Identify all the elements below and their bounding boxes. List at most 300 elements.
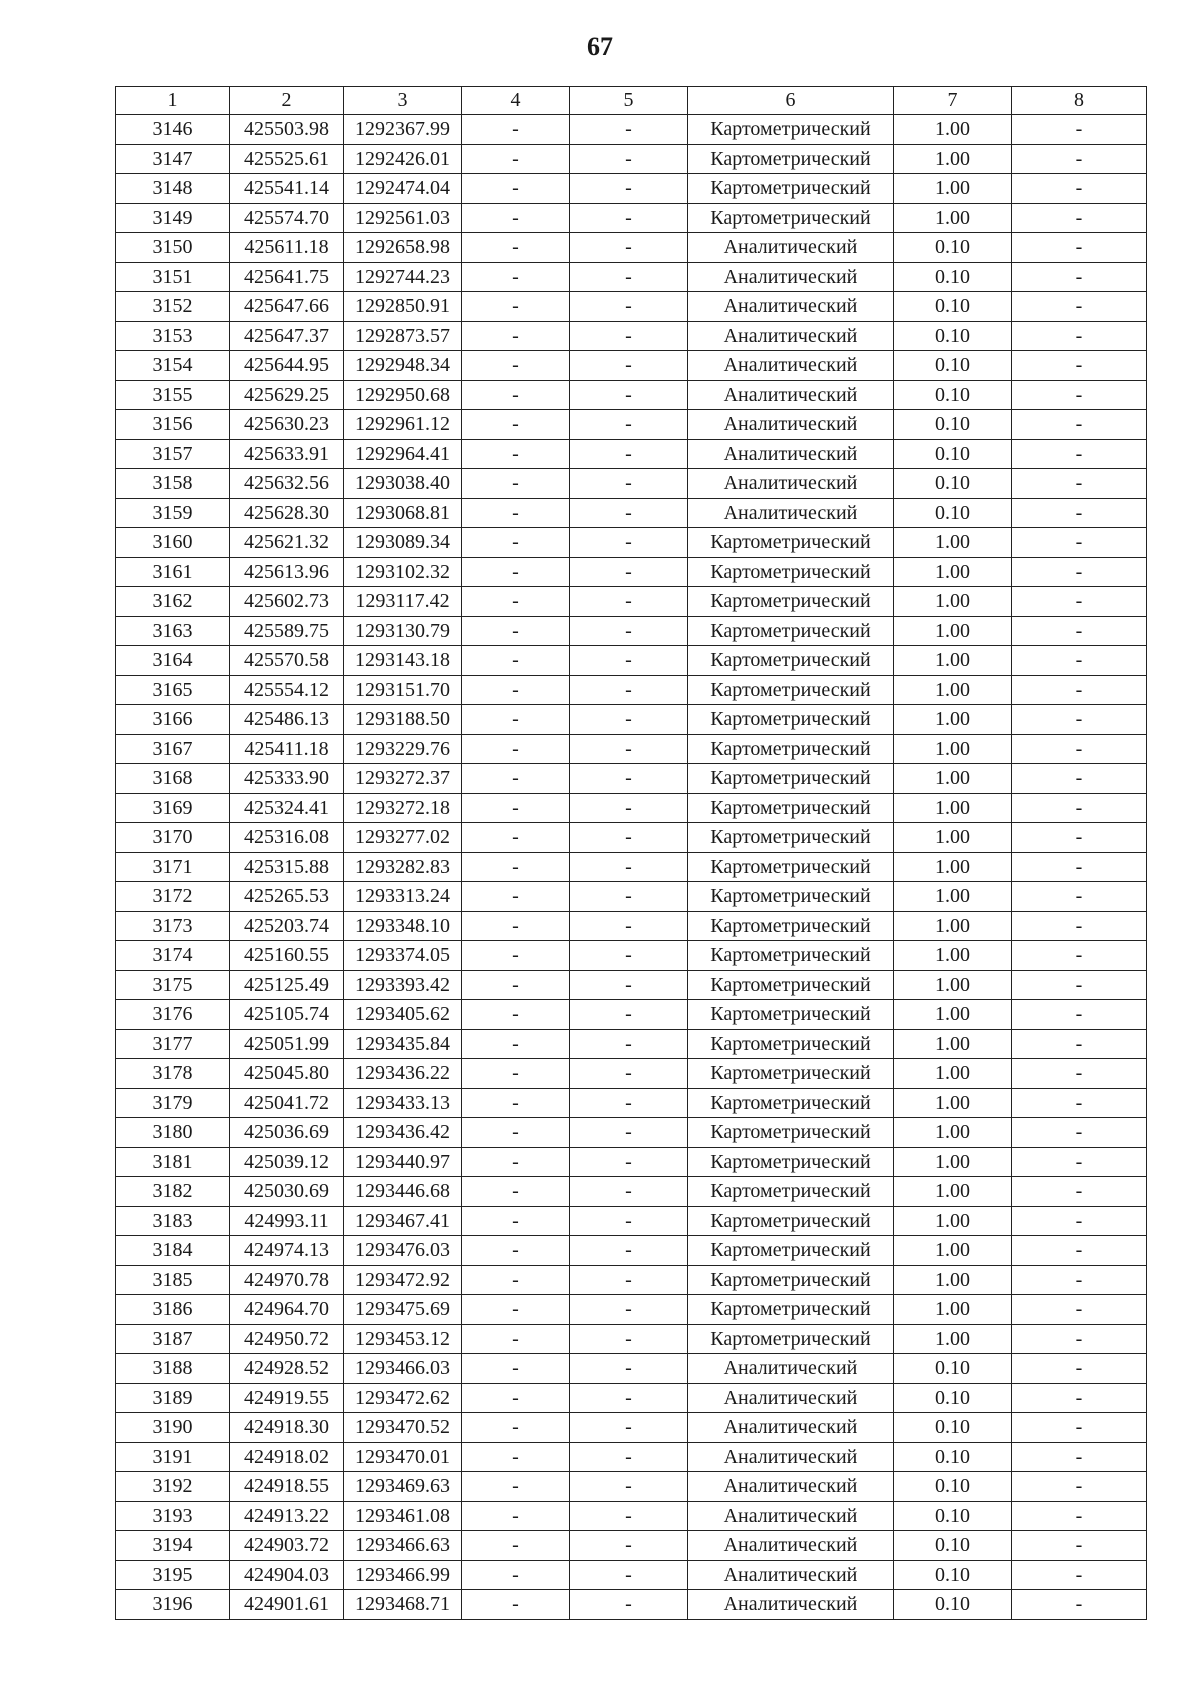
point-number-cell: 3172 (116, 882, 230, 912)
accuracy-cell: 1.00 (894, 1295, 1012, 1325)
method-cell: Картометрический (688, 1206, 894, 1236)
y-coordinate-cell: 1293467.41 (344, 1206, 462, 1236)
col5-cell: - (570, 882, 688, 912)
y-coordinate-cell: 1293405.62 (344, 1000, 462, 1030)
column-header: 8 (1012, 87, 1147, 115)
point-number-cell: 3173 (116, 911, 230, 941)
point-number-cell: 3157 (116, 439, 230, 469)
accuracy-cell: 0.10 (894, 1501, 1012, 1531)
col4-cell: - (462, 292, 570, 322)
method-cell: Картометрический (688, 1118, 894, 1148)
col4-cell: - (462, 1059, 570, 1089)
col4-cell: - (462, 351, 570, 381)
method-cell: Картометрический (688, 970, 894, 1000)
col5-cell: - (570, 262, 688, 292)
method-cell: Картометрический (688, 823, 894, 853)
table-row (116, 380, 1147, 410)
x-coordinate-cell: 425036.69 (230, 1118, 344, 1148)
y-coordinate-cell: 1292474.04 (344, 174, 462, 204)
column-header: 5 (570, 87, 688, 115)
col4-cell: - (462, 823, 570, 853)
col5-cell: - (570, 941, 688, 971)
table-row (116, 1531, 1147, 1561)
point-number-cell: 3159 (116, 498, 230, 528)
col8-cell: - (1012, 1000, 1147, 1030)
col4-cell: - (462, 1118, 570, 1148)
x-coordinate-cell: 424903.72 (230, 1531, 344, 1561)
table-row (116, 1413, 1147, 1443)
x-coordinate-cell: 425503.98 (230, 115, 344, 145)
col8-cell: - (1012, 1029, 1147, 1059)
table-row (116, 1560, 1147, 1590)
col5-cell: - (570, 1354, 688, 1384)
table-row (116, 203, 1147, 233)
method-cell: Картометрический (688, 616, 894, 646)
y-coordinate-cell: 1292873.57 (344, 321, 462, 351)
x-coordinate-cell: 425045.80 (230, 1059, 344, 1089)
col4-cell: - (462, 380, 570, 410)
y-coordinate-cell: 1293468.71 (344, 1590, 462, 1620)
point-number-cell: 3167 (116, 734, 230, 764)
y-coordinate-cell: 1293446.68 (344, 1177, 462, 1207)
col5-cell: - (570, 528, 688, 558)
header-row (116, 87, 1147, 115)
method-cell: Аналитический (688, 262, 894, 292)
col8-cell: - (1012, 528, 1147, 558)
point-number-cell: 3156 (116, 410, 230, 440)
method-cell: Картометрический (688, 174, 894, 204)
col4-cell: - (462, 1501, 570, 1531)
page-number: 67 (587, 32, 613, 61)
point-number-cell: 3190 (116, 1413, 230, 1443)
col5-cell: - (570, 1029, 688, 1059)
col5-cell: - (570, 793, 688, 823)
method-cell: Аналитический (688, 1560, 894, 1590)
table-row (116, 292, 1147, 322)
table-row (116, 174, 1147, 204)
y-coordinate-cell: 1292950.68 (344, 380, 462, 410)
accuracy-cell: 1.00 (894, 882, 1012, 912)
col5-cell: - (570, 1442, 688, 1472)
col5-cell: - (570, 1118, 688, 1148)
col8-cell: - (1012, 262, 1147, 292)
method-cell: Аналитический (688, 1383, 894, 1413)
accuracy-cell: 0.10 (894, 233, 1012, 263)
y-coordinate-cell: 1293130.79 (344, 616, 462, 646)
x-coordinate-cell: 424904.03 (230, 1560, 344, 1590)
col5-cell: - (570, 852, 688, 882)
point-number-cell: 3165 (116, 675, 230, 705)
x-coordinate-cell: 425611.18 (230, 233, 344, 263)
col5-cell: - (570, 439, 688, 469)
column-header: 7 (894, 87, 1012, 115)
col8-cell: - (1012, 1383, 1147, 1413)
col4-cell: - (462, 675, 570, 705)
col8-cell: - (1012, 1560, 1147, 1590)
method-cell: Аналитический (688, 380, 894, 410)
accuracy-cell: 1.00 (894, 911, 1012, 941)
point-number-cell: 3195 (116, 1560, 230, 1590)
accuracy-cell: 0.10 (894, 1442, 1012, 1472)
y-coordinate-cell: 1293476.03 (344, 1236, 462, 1266)
x-coordinate-cell: 425125.49 (230, 970, 344, 1000)
point-number-cell: 3182 (116, 1177, 230, 1207)
method-cell: Картометрический (688, 1177, 894, 1207)
x-coordinate-cell: 425030.69 (230, 1177, 344, 1207)
col4-cell: - (462, 1324, 570, 1354)
x-coordinate-cell: 425630.23 (230, 410, 344, 440)
point-number-cell: 3177 (116, 1029, 230, 1059)
point-number-cell: 3181 (116, 1147, 230, 1177)
col4-cell: - (462, 439, 570, 469)
method-cell: Картометрический (688, 1236, 894, 1266)
y-coordinate-cell: 1292964.41 (344, 439, 462, 469)
col4-cell: - (462, 911, 570, 941)
point-number-cell: 3183 (116, 1206, 230, 1236)
y-coordinate-cell: 1293472.92 (344, 1265, 462, 1295)
y-coordinate-cell: 1293188.50 (344, 705, 462, 735)
col8-cell: - (1012, 292, 1147, 322)
x-coordinate-cell: 424964.70 (230, 1295, 344, 1325)
accuracy-cell: 0.10 (894, 1354, 1012, 1384)
y-coordinate-cell: 1293469.63 (344, 1472, 462, 1502)
y-coordinate-cell: 1293143.18 (344, 646, 462, 676)
table-row (116, 144, 1147, 174)
x-coordinate-cell: 424918.30 (230, 1413, 344, 1443)
col4-cell: - (462, 174, 570, 204)
col4-cell: - (462, 1029, 570, 1059)
accuracy-cell: 1.00 (894, 675, 1012, 705)
method-cell: Аналитический (688, 1413, 894, 1443)
method-cell: Картометрический (688, 793, 894, 823)
column-header: 3 (344, 87, 462, 115)
col4-cell: - (462, 970, 570, 1000)
x-coordinate-cell: 425589.75 (230, 616, 344, 646)
column-header: 4 (462, 87, 570, 115)
table-row (116, 882, 1147, 912)
point-number-cell: 3161 (116, 557, 230, 587)
table-row (116, 528, 1147, 558)
method-cell: Аналитический (688, 1472, 894, 1502)
table-row (116, 1206, 1147, 1236)
point-number-cell: 3150 (116, 233, 230, 263)
method-cell: Картометрический (688, 1147, 894, 1177)
col4-cell: - (462, 764, 570, 794)
method-cell: Картометрический (688, 646, 894, 676)
point-number-cell: 3158 (116, 469, 230, 499)
method-cell: Картометрический (688, 882, 894, 912)
method-cell: Аналитический (688, 292, 894, 322)
col5-cell: - (570, 1295, 688, 1325)
col4-cell: - (462, 115, 570, 145)
accuracy-cell: 0.10 (894, 1590, 1012, 1620)
x-coordinate-cell: 425574.70 (230, 203, 344, 233)
x-coordinate-cell: 425621.32 (230, 528, 344, 558)
col8-cell: - (1012, 351, 1147, 381)
accuracy-cell: 1.00 (894, 587, 1012, 617)
method-cell: Картометрический (688, 764, 894, 794)
y-coordinate-cell: 1292367.99 (344, 115, 462, 145)
col5-cell: - (570, 675, 688, 705)
y-coordinate-cell: 1293470.52 (344, 1413, 462, 1443)
table-row (116, 557, 1147, 587)
col5-cell: - (570, 144, 688, 174)
accuracy-cell: 0.10 (894, 1413, 1012, 1443)
col5-cell: - (570, 174, 688, 204)
col4-cell: - (462, 1088, 570, 1118)
y-coordinate-cell: 1293436.42 (344, 1118, 462, 1148)
col5-cell: - (570, 321, 688, 351)
method-cell: Картометрический (688, 115, 894, 145)
x-coordinate-cell: 425160.55 (230, 941, 344, 971)
accuracy-cell: 0.10 (894, 439, 1012, 469)
col8-cell: - (1012, 115, 1147, 145)
col8-cell: - (1012, 439, 1147, 469)
y-coordinate-cell: 1292961.12 (344, 410, 462, 440)
table-row (116, 1501, 1147, 1531)
accuracy-cell: 1.00 (894, 174, 1012, 204)
y-coordinate-cell: 1293229.76 (344, 734, 462, 764)
col5-cell: - (570, 587, 688, 617)
x-coordinate-cell: 425644.95 (230, 351, 344, 381)
point-number-cell: 3169 (116, 793, 230, 823)
accuracy-cell: 1.00 (894, 557, 1012, 587)
y-coordinate-cell: 1293461.08 (344, 1501, 462, 1531)
accuracy-cell: 1.00 (894, 705, 1012, 735)
table-row (116, 1472, 1147, 1502)
point-number-cell: 3168 (116, 764, 230, 794)
x-coordinate-cell: 425265.53 (230, 882, 344, 912)
col8-cell: - (1012, 1265, 1147, 1295)
col8-cell: - (1012, 941, 1147, 971)
col5-cell: - (570, 1088, 688, 1118)
table-row (116, 1442, 1147, 1472)
point-number-cell: 3191 (116, 1442, 230, 1472)
col4-cell: - (462, 587, 570, 617)
col5-cell: - (570, 410, 688, 440)
table-row (116, 1059, 1147, 1089)
y-coordinate-cell: 1293313.24 (344, 882, 462, 912)
col4-cell: - (462, 734, 570, 764)
x-coordinate-cell: 424913.22 (230, 1501, 344, 1531)
accuracy-cell: 0.10 (894, 1560, 1012, 1590)
x-coordinate-cell: 425570.58 (230, 646, 344, 676)
col8-cell: - (1012, 1088, 1147, 1118)
col5-cell: - (570, 203, 688, 233)
col4-cell: - (462, 1354, 570, 1384)
table-row (116, 351, 1147, 381)
col8-cell: - (1012, 705, 1147, 735)
col8-cell: - (1012, 1590, 1147, 1620)
table-row (116, 1590, 1147, 1620)
point-number-cell: 3154 (116, 351, 230, 381)
point-number-cell: 3188 (116, 1354, 230, 1384)
point-number-cell: 3155 (116, 380, 230, 410)
x-coordinate-cell: 425641.75 (230, 262, 344, 292)
col5-cell: - (570, 1472, 688, 1502)
method-cell: Аналитический (688, 321, 894, 351)
col8-cell: - (1012, 1442, 1147, 1472)
col8-cell: - (1012, 882, 1147, 912)
col8-cell: - (1012, 970, 1147, 1000)
accuracy-cell: 0.10 (894, 1531, 1012, 1561)
method-cell: Картометрический (688, 1295, 894, 1325)
x-coordinate-cell: 425486.13 (230, 705, 344, 735)
point-number-cell: 3163 (116, 616, 230, 646)
table-row (116, 852, 1147, 882)
col5-cell: - (570, 1236, 688, 1266)
accuracy-cell: 1.00 (894, 823, 1012, 853)
table-row (116, 1324, 1147, 1354)
point-number-cell: 3171 (116, 852, 230, 882)
point-number-cell: 3179 (116, 1088, 230, 1118)
column-header: 6 (688, 87, 894, 115)
method-cell: Картометрический (688, 941, 894, 971)
col8-cell: - (1012, 233, 1147, 263)
col5-cell: - (570, 1177, 688, 1207)
point-number-cell: 3166 (116, 705, 230, 735)
x-coordinate-cell: 425315.88 (230, 852, 344, 882)
col5-cell: - (570, 557, 688, 587)
x-coordinate-cell: 425554.12 (230, 675, 344, 705)
col5-cell: - (570, 1265, 688, 1295)
col5-cell: - (570, 705, 688, 735)
method-cell: Картометрический (688, 1265, 894, 1295)
col8-cell: - (1012, 1177, 1147, 1207)
col5-cell: - (570, 970, 688, 1000)
y-coordinate-cell: 1293102.32 (344, 557, 462, 587)
method-cell: Аналитический (688, 1354, 894, 1384)
col5-cell: - (570, 616, 688, 646)
col5-cell: - (570, 380, 688, 410)
x-coordinate-cell: 425316.08 (230, 823, 344, 853)
method-cell: Аналитический (688, 498, 894, 528)
point-number-cell: 3186 (116, 1295, 230, 1325)
table-row (116, 705, 1147, 735)
x-coordinate-cell: 425628.30 (230, 498, 344, 528)
col4-cell: - (462, 1472, 570, 1502)
col4-cell: - (462, 233, 570, 263)
accuracy-cell: 1.00 (894, 734, 1012, 764)
col4-cell: - (462, 144, 570, 174)
col5-cell: - (570, 1383, 688, 1413)
table-row (116, 1265, 1147, 1295)
point-number-cell: 3148 (116, 174, 230, 204)
method-cell: Аналитический (688, 351, 894, 381)
col8-cell: - (1012, 793, 1147, 823)
col4-cell: - (462, 1560, 570, 1590)
col8-cell: - (1012, 1295, 1147, 1325)
table-row (116, 1000, 1147, 1030)
y-coordinate-cell: 1293466.63 (344, 1531, 462, 1561)
y-coordinate-cell: 1293440.97 (344, 1147, 462, 1177)
method-cell: Картометрический (688, 1324, 894, 1354)
method-cell: Аналитический (688, 233, 894, 263)
col4-cell: - (462, 498, 570, 528)
method-cell: Аналитический (688, 410, 894, 440)
point-number-cell: 3152 (116, 292, 230, 322)
col4-cell: - (462, 1265, 570, 1295)
col4-cell: - (462, 646, 570, 676)
table-body (116, 115, 1147, 1620)
col8-cell: - (1012, 469, 1147, 499)
col5-cell: - (570, 1501, 688, 1531)
y-coordinate-cell: 1293374.05 (344, 941, 462, 971)
col4-cell: - (462, 557, 570, 587)
table-row (116, 1147, 1147, 1177)
x-coordinate-cell: 425613.96 (230, 557, 344, 587)
col8-cell: - (1012, 410, 1147, 440)
col4-cell: - (462, 528, 570, 558)
x-coordinate-cell: 424918.02 (230, 1442, 344, 1472)
col4-cell: - (462, 1413, 570, 1443)
y-coordinate-cell: 1293277.02 (344, 823, 462, 853)
y-coordinate-cell: 1293435.84 (344, 1029, 462, 1059)
accuracy-cell: 1.00 (894, 1059, 1012, 1089)
x-coordinate-cell: 424919.55 (230, 1383, 344, 1413)
y-coordinate-cell: 1293151.70 (344, 675, 462, 705)
col8-cell: - (1012, 1413, 1147, 1443)
col5-cell: - (570, 1324, 688, 1354)
table-row (116, 970, 1147, 1000)
x-coordinate-cell: 425633.91 (230, 439, 344, 469)
col4-cell: - (462, 1442, 570, 1472)
accuracy-cell: 1.00 (894, 616, 1012, 646)
accuracy-cell: 0.10 (894, 410, 1012, 440)
point-number-cell: 3184 (116, 1236, 230, 1266)
method-cell: Картометрический (688, 1029, 894, 1059)
accuracy-cell: 1.00 (894, 793, 1012, 823)
point-number-cell: 3151 (116, 262, 230, 292)
point-number-cell: 3185 (116, 1265, 230, 1295)
col8-cell: - (1012, 587, 1147, 617)
table-row (116, 587, 1147, 617)
table-row (116, 1383, 1147, 1413)
accuracy-cell: 0.10 (894, 469, 1012, 499)
method-cell: Картометрический (688, 734, 894, 764)
accuracy-cell: 1.00 (894, 646, 1012, 676)
point-number-cell: 3162 (116, 587, 230, 617)
y-coordinate-cell: 1293348.10 (344, 911, 462, 941)
accuracy-cell: 0.10 (894, 498, 1012, 528)
point-number-cell: 3176 (116, 1000, 230, 1030)
x-coordinate-cell: 425333.90 (230, 764, 344, 794)
x-coordinate-cell: 425525.61 (230, 144, 344, 174)
point-number-cell: 3146 (116, 115, 230, 145)
table-row (116, 941, 1147, 971)
coordinates-table (115, 86, 1147, 1620)
point-number-cell: 3170 (116, 823, 230, 853)
col8-cell: - (1012, 764, 1147, 794)
table-row (116, 734, 1147, 764)
accuracy-cell: 1.00 (894, 764, 1012, 794)
col4-cell: - (462, 1295, 570, 1325)
method-cell: Картометрический (688, 1000, 894, 1030)
accuracy-cell: 1.00 (894, 115, 1012, 145)
col8-cell: - (1012, 852, 1147, 882)
accuracy-cell: 0.10 (894, 292, 1012, 322)
y-coordinate-cell: 1292658.98 (344, 233, 462, 263)
col5-cell: - (570, 1059, 688, 1089)
point-number-cell: 3189 (116, 1383, 230, 1413)
col8-cell: - (1012, 1472, 1147, 1502)
method-cell: Картометрический (688, 1088, 894, 1118)
col8-cell: - (1012, 734, 1147, 764)
point-number-cell: 3194 (116, 1531, 230, 1561)
point-number-cell: 3196 (116, 1590, 230, 1620)
method-cell: Аналитический (688, 1442, 894, 1472)
col8-cell: - (1012, 144, 1147, 174)
